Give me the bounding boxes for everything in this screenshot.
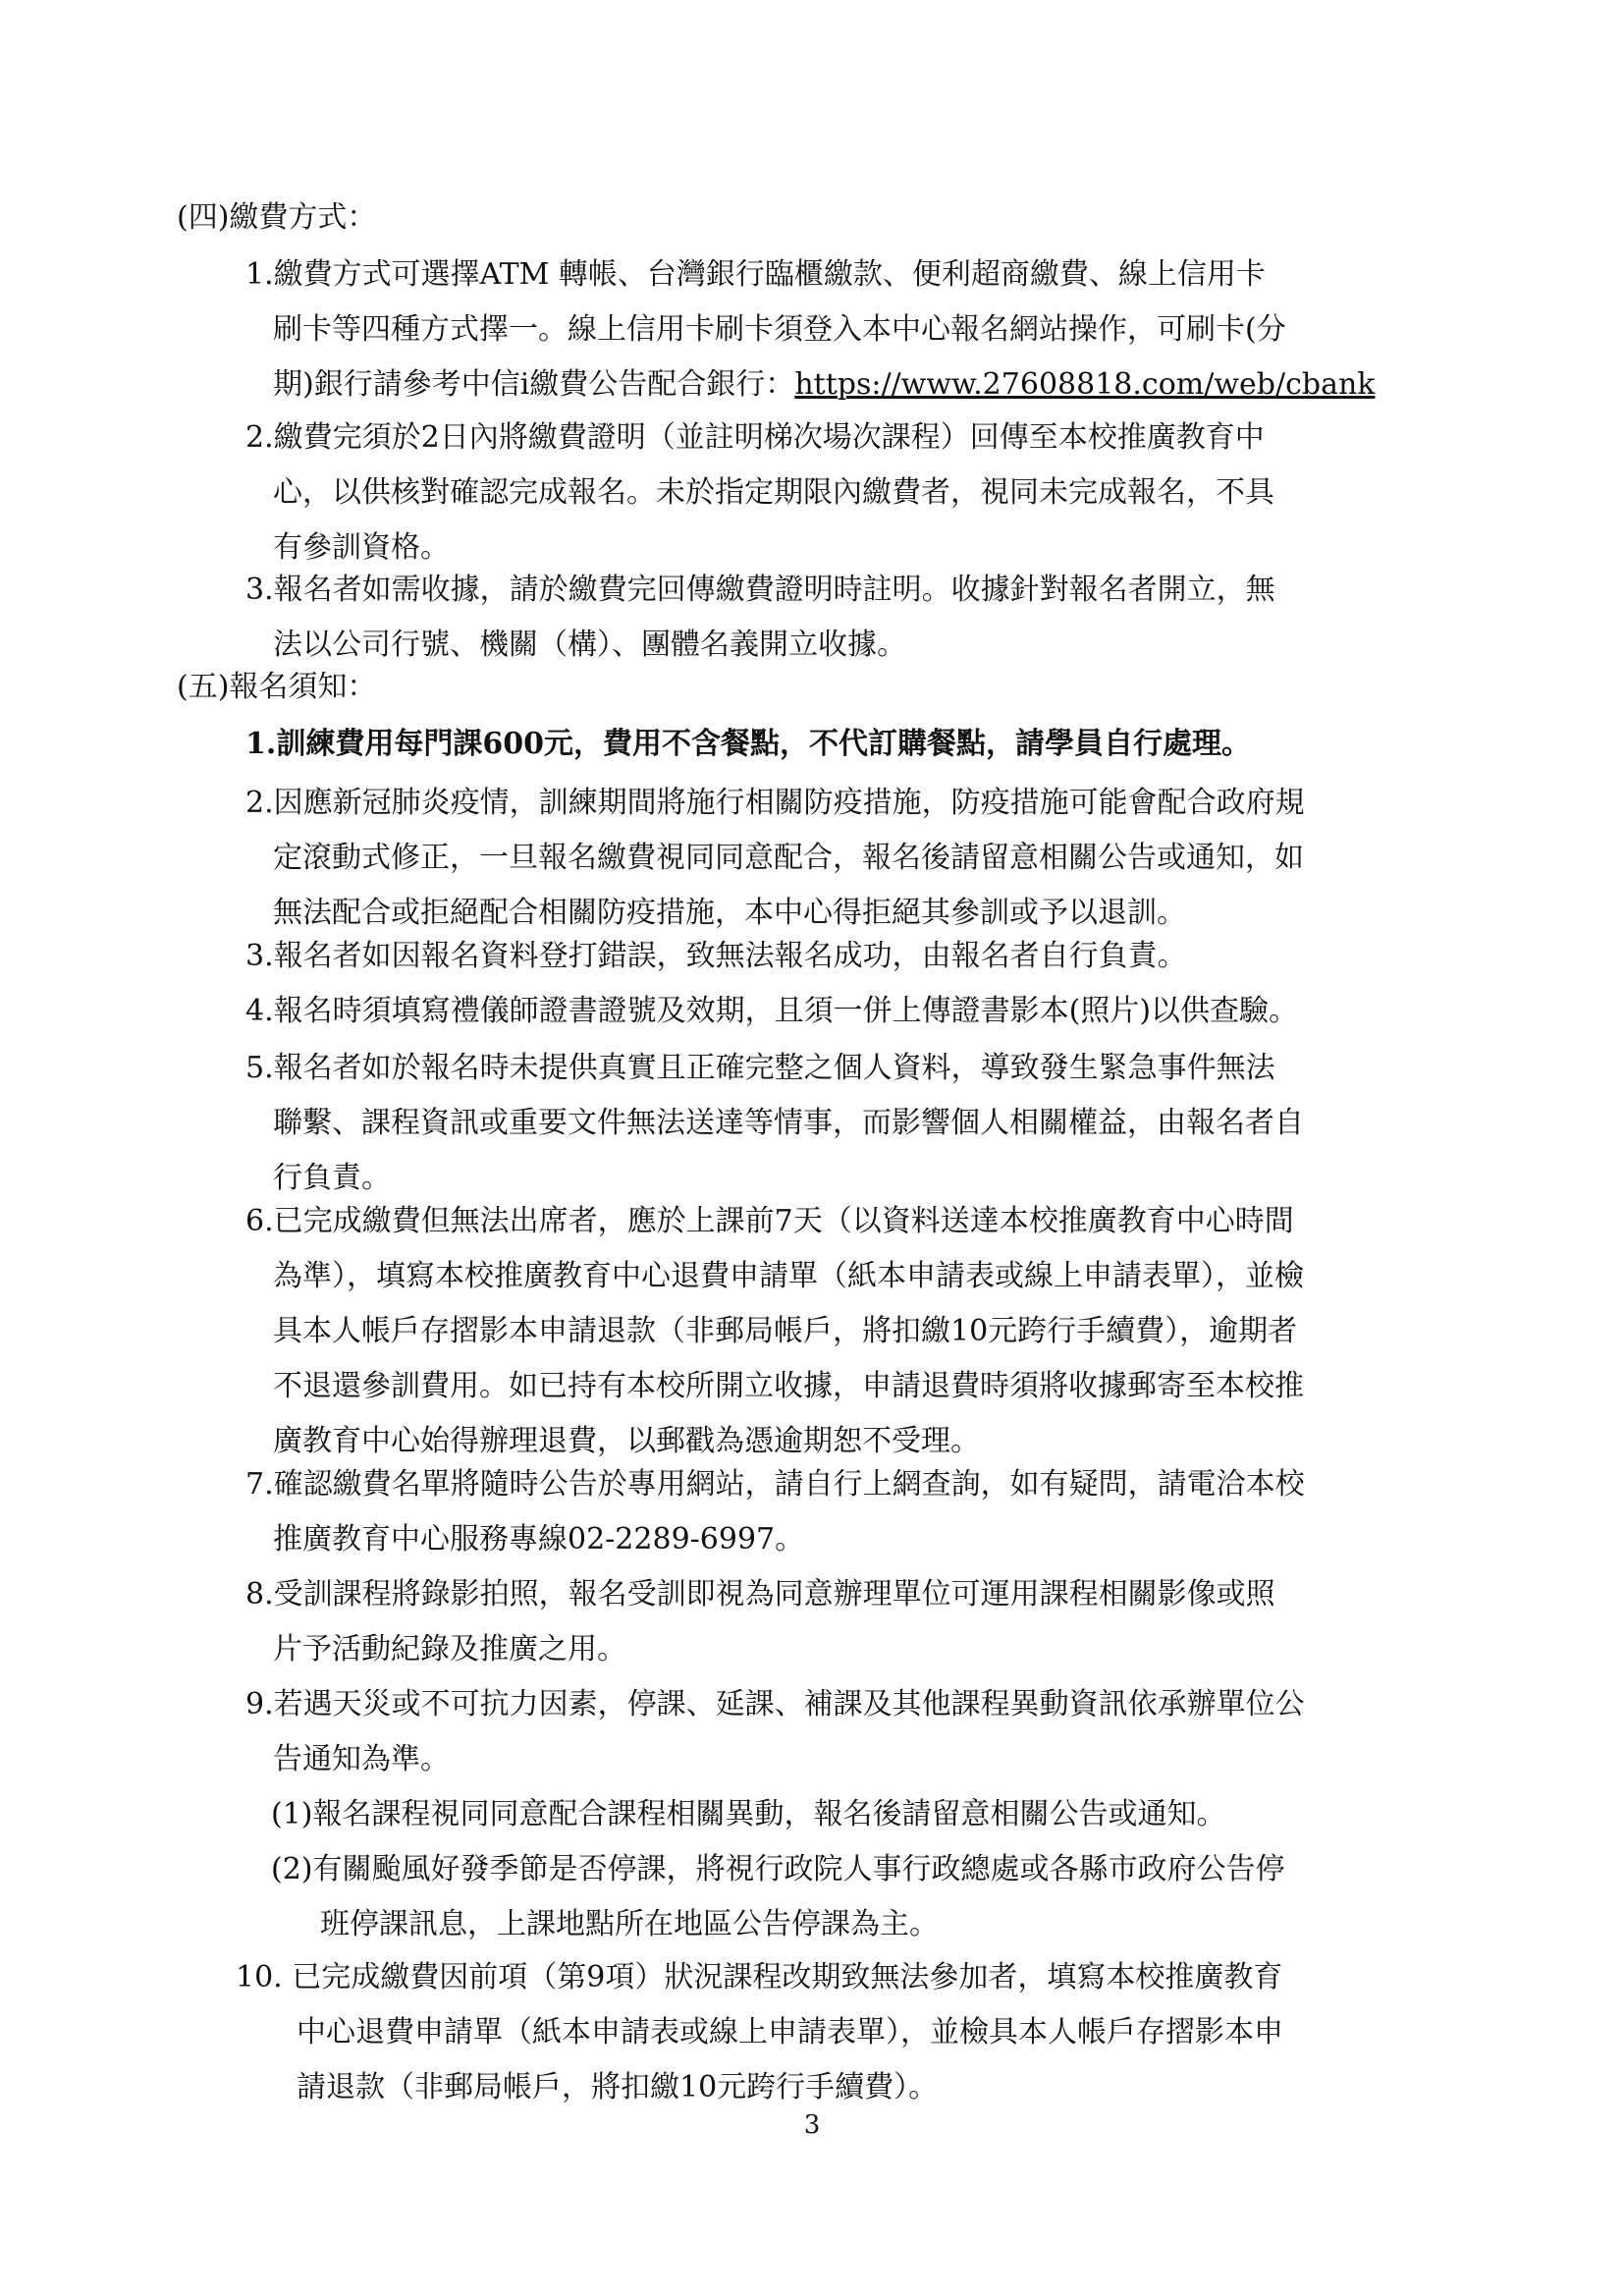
registration-item-8	[245, 1567, 1275, 1677]
section-heading-payment: (四)繳費方式：	[177, 200, 377, 235]
text-segment: 期)銀行請參考中信i繳費公告配合銀行：	[273, 367, 795, 402]
text-line	[245, 357, 1375, 412]
payment-item-3	[245, 563, 1275, 673]
text-line: 聯繫、課程資訊或重要文件無法送達等情事，而影響個人相關權益，由報名者自	[273, 1106, 1304, 1140]
text-line: 8.受訓課程將錄影拍照，報名受訓即視為同意辦理單位可運用課程相關影像或照	[245, 1577, 1275, 1612]
registration-item-4	[245, 984, 1298, 1039]
text-line: (1)報名課程視同同意配合課程相關異動，報名後請留意相關公告或通知。	[271, 1797, 1226, 1831]
text-line: 定滾動式修正，一旦報名繳費視同同意配合，報名後請留意相關公告或通知，如	[273, 841, 1304, 875]
registration-item-6	[245, 1194, 1304, 1469]
text-line: 中心退費申請單（紙本申請表或線上申請表單），並檢具本人帳戶存摺影本申	[297, 2015, 1283, 2049]
bank-list-link[interactable]: https://www.27608818.com/web/cbank	[794, 367, 1376, 402]
text-line: 7.確認繳費名單將隨時公告於專用網站，請自行上網查詢，如有疑問，請電洽本校	[245, 1467, 1305, 1502]
text-line: 片予活動紀錄及推廣之用。	[273, 1632, 626, 1667]
text-line: 班停課訊息，上課地點所在地區公告停課為主。	[320, 1907, 939, 1941]
text-line: 6.已完成繳費但無法出席者，應於上課前7天（以資料送達本校推廣教育中心時間	[245, 1204, 1294, 1238]
text-line: 刷卡等四種方式擇一。線上信用卡刷卡須登入本中心報名網站操作，可刷卡(分	[273, 312, 1286, 347]
registration-item-7	[245, 1457, 1305, 1567]
text-line: 心，以供核對確認完成報名。未於指定期限內繳費者，視同未完成報名，不具	[273, 475, 1274, 510]
registration-item-10	[236, 1950, 1283, 2115]
text-line: 9.若遇天災或不可抗力因素，停課、延課、補課及其他課程異動資訊依承辦單位公	[245, 1687, 1305, 1721]
text-line: 不退還參訓費用。如已持有本校所開立收據，申請退費時須將收據郵寄至本校推	[273, 1369, 1304, 1403]
registration-item-5	[245, 1041, 1304, 1206]
text-line: 10. 已完成繳費因前項（第9項）狀況課程改期致無法參加者，填寫本校推廣教育	[236, 1960, 1283, 1994]
text-line: (2)有關颱風好發季節是否停課，將視行政院人事行政總處或各縣市政府公告停	[271, 1852, 1285, 1886]
text-line: 法以公司行號、機關（構）、團體名義開立收據。	[273, 628, 906, 662]
text-line: 3.報名者如需收據，請於繳費完回傳繳費證明時註明。收據針對報名者開立，無	[245, 573, 1275, 607]
text-line: 無法配合或拒絕配合相關防疫措施，本中心得拒絕其參訓或予以退訓。	[273, 896, 1186, 930]
registration-subitem-9-2	[271, 1842, 1285, 1952]
text-line: 行負責。	[273, 1161, 391, 1195]
registration-item-3	[245, 929, 1187, 984]
registration-item-2	[245, 776, 1305, 941]
section-heading-registration: (五)報名須知：	[177, 670, 377, 704]
text-line: 5.報名者如於報名時未提供真實且正確完整之個人資料，導致發生緊急事件無法	[245, 1051, 1275, 1085]
registration-item-9	[245, 1677, 1305, 1787]
text-line: 2.繳費完須於2日內將繳費證明（並註明梯次場次課程）回傳至本校推廣教育中	[245, 420, 1265, 455]
payment-item-2	[245, 410, 1274, 575]
text-line: 4.報名時須填寫禮儀師證書證號及效期，且須一併上傳證書影本(照片)以供查驗。	[245, 994, 1299, 1028]
text-line: 告通知為準。	[273, 1742, 450, 1776]
payment-item-1	[245, 247, 1375, 412]
text-line: 1.繳費方式可選擇ATM 轉帳、台灣銀行臨櫃繳款、便利超商繳費、線上信用卡	[245, 257, 1266, 292]
registration-subitem-9-1	[271, 1787, 1226, 1842]
text-line: 3.報名者如因報名資料登打錯誤，致無法報名成功，由報名者自行負責。	[245, 939, 1187, 973]
text-line: 廣教育中心始得辦理退費，以郵戳為憑逾期恕不受理。	[273, 1424, 980, 1458]
registration-item-1	[245, 717, 1251, 772]
text-line: 1.訓練費用每門課600元，費用不含餐點，不代訂購餐點，請學員自行處理。	[245, 727, 1251, 761]
text-line: 為準），填寫本校推廣教育中心退費申請單（紙本申請表或線上申請表單），並檢	[273, 1259, 1304, 1293]
text-line: 請退款（非郵局帳戶，將扣繳10元跨行手續費）。	[297, 2070, 939, 2104]
text-line: 有參訓資格。	[273, 530, 450, 565]
page-number: 3	[803, 2110, 821, 2140]
text-line: 推廣教育中心服務專線02-2289-6997。	[273, 1522, 805, 1557]
text-line: 2.因應新冠肺炎疫情，訓練期間將施行相關防疫措施，防疫措施可能會配合政府規	[245, 786, 1305, 820]
text-line: 具本人帳戶存摺影本申請退款（非郵局帳戶，將扣繳10元跨行手續費），逾期者	[273, 1314, 1298, 1348]
